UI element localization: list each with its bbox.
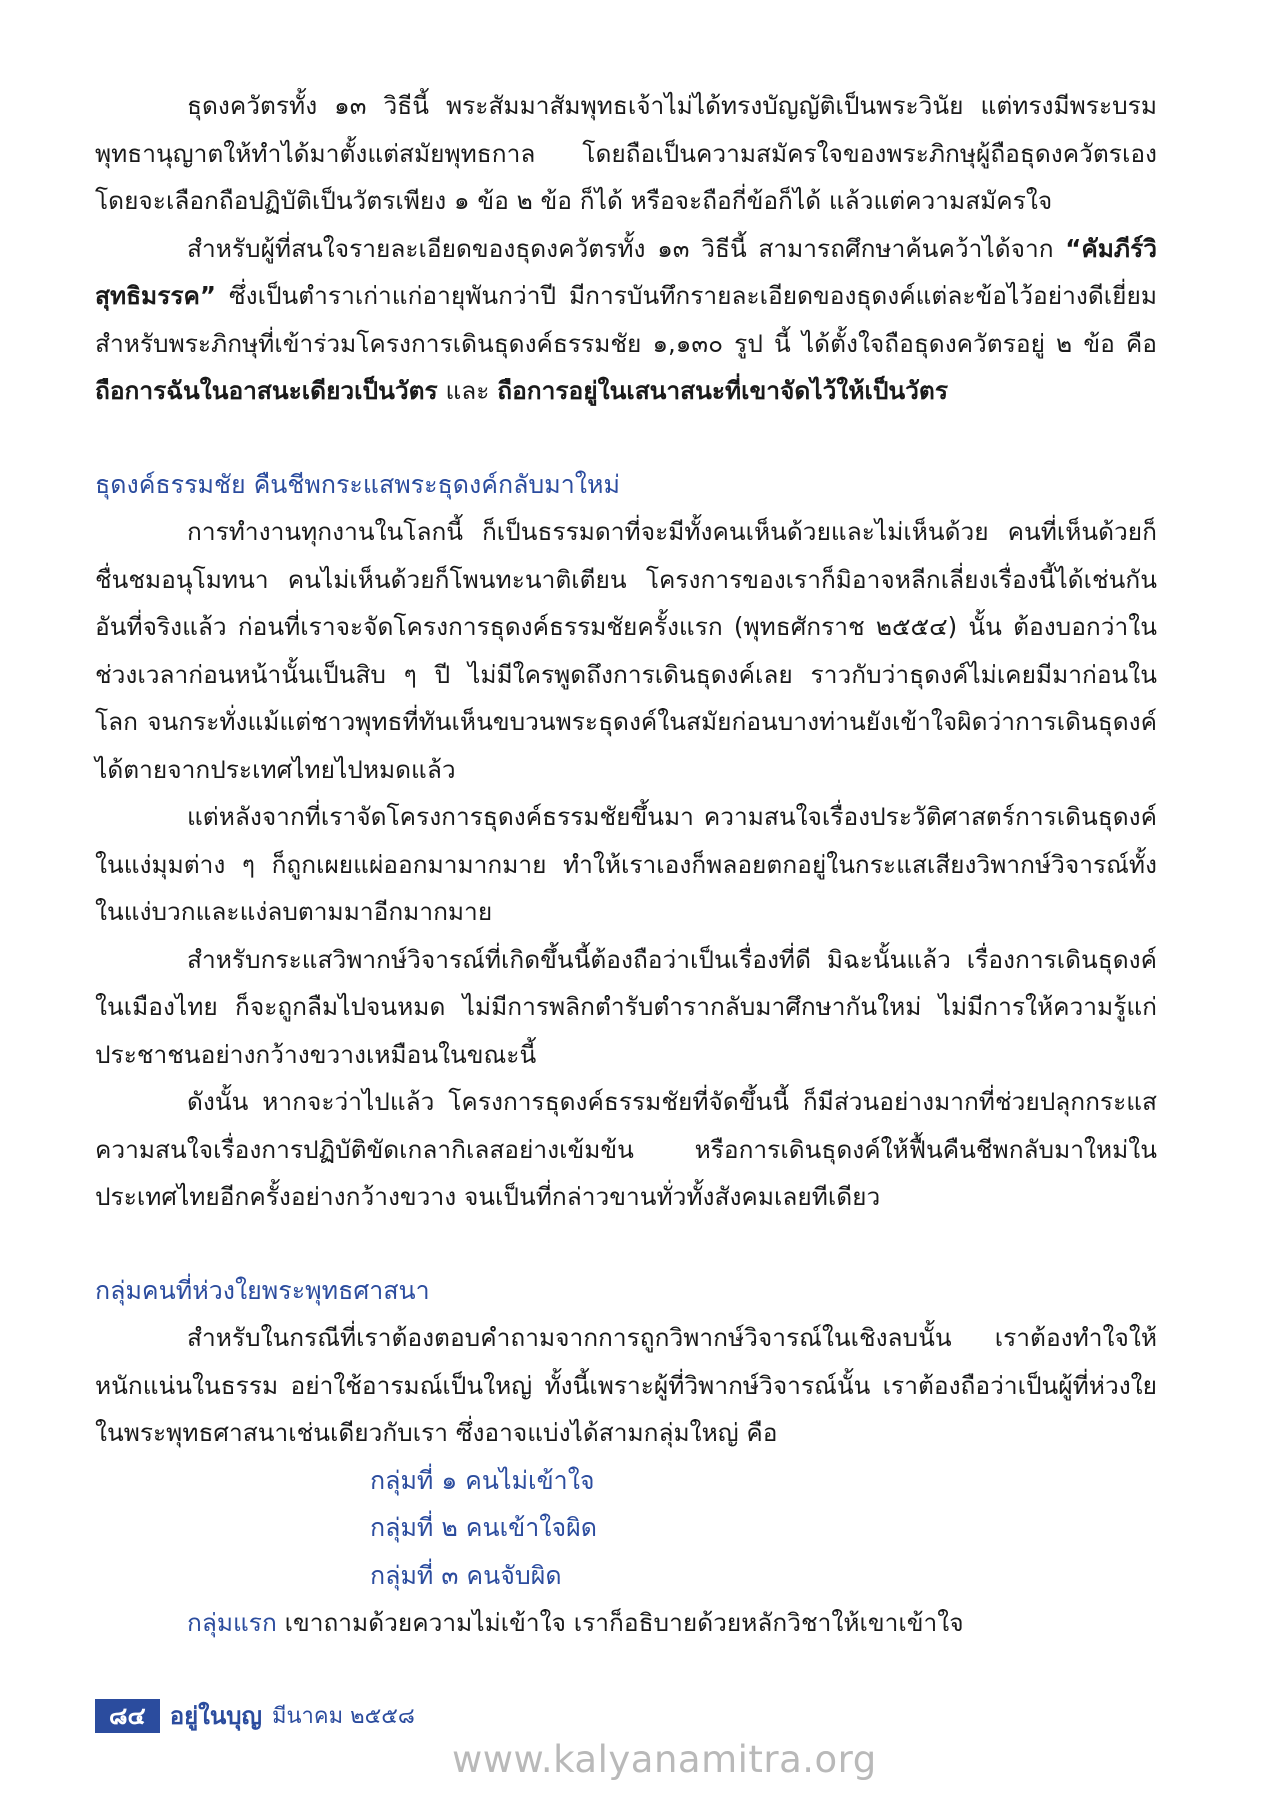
group-item-1: กลุ่มที่ ๑ คนไม่เข้าใจ bbox=[370, 1465, 595, 1495]
group-item-2: กลุ่มที่ ๒ คนเข้าใจผิด bbox=[370, 1513, 598, 1542]
issue-date: มีนาคม ๒๕๕๘ bbox=[271, 1704, 415, 1729]
paragraph-4: แต่หลังจากที่เราจัดโครงการธุดงค์ธรรมชัยขึ้นมา ความสนใจเรื่องประวัติศาสตร์การเดินธุดงค์ในแง่มุมต่าง ๆ ก็ถูกเผยแผ่ออกมามากมาย ทำให้เราเองก็พลอยตกอยู่ในกระแสเสียงวิพากษ์วิจารณ์ทั้งในแง่บวกและแง่ลบตามมาอีกมากมาย bbox=[95, 802, 1157, 926]
practice-1: ถือการฉันในอาสนะเดียวเป็นวัตร bbox=[95, 376, 438, 405]
paragraph-5: สำหรับกระแสวิพากษ์วิจารณ์ที่เกิดขึ้นนี้ต้องถือว่าเป็นเรื่องที่ดี มิฉะนั้นแล้ว เรื่องการเดินธุดงค์ในเมืองไทย ก็จะถูกลืมไปจนหมด ไม่มีการพลิกตำรับตำรากลับมาศึกษากันใหม่ ไม่มีการให้ความรู้แก่ประชาชนอย่างกว้างขวางเหมือนในขณะนี้ bbox=[95, 944, 1157, 1069]
paragraph-3: การทำงานทุกงานในโลกนี้ ก็เป็นธรรมดาที่จะมีทั้งคนเห็นด้วยและไม่เห็นด้วย คนที่เห็นด้วยก็ชื่นชมอนุโมทนา คนไม่เห็นด้วยก็โพนทะนาติเตียน โครงการของเราก็มิอาจหลีกเลี่ยงเรื่องนี้ได้เช่นกัน อันที่จริงแล้ว ก่อนที่เราจะจัดโครงการธุดงค์ธรรมชัยครั้งแรก (พุทธศักราช ๒๕๕๔) นั้น ต้องบอกว่าในช่วงเวลาก่อนหน้านั้นเป็นสิบ ๆ ปี ไม่มีใครพูดถึงการเดินธุดงค์เลย ราวกับว่าธุดงค์ไม่เคยมีมาก่อนในโลก จนกระทั่งแม้แต่ชาวพุทธที่ทันเห็นขบวนพระธุดงค์ในสมัยก่อนบางท่านยังเข้าใจผิดว่าการเดินธุดงค์ได้ตายจากประเทศไทยไปหมดแล้ว bbox=[95, 517, 1157, 784]
paragraph-1: ธุดงควัตรทั้ง ๑๓ วิธีนี้ พระสัมมาสัมพุทธเจ้าไม่ได้ทรงบัญญัติเป็นพระวินัย แต่ทรงมีพระบรมพุทธานุญาตให้ทำได้มาตั้งแต่สมัยพุทธกาล โดยถือเป็นความสมัครใจของพระภิกษุผู้ถือธุดงควัตรเอง โดยจะเลือกถือปฏิบัติเป็นวัตรเพียง ๑ ข้อ ๒ ข้อ ก็ได้ หรือจะถือกี่ข้อก็ได้ แล้วแต่ความสมัครใจ bbox=[95, 91, 1157, 215]
practice-2: ถือการอยู่ในเสนาสนะที่เขาจัดไว้ให้เป็นวัตร bbox=[497, 376, 948, 405]
section-gap bbox=[95, 1221, 1157, 1267]
paragraph-2 bbox=[95, 225, 1157, 415]
paragraph-2-intro: สำหรับผู้ที่สนใจรายละเอียดของธุดงควัตรทั้ง ๑๓ วิธีนี้ สามารถศึกษาค้นคว้าได้จาก bbox=[187, 233, 1066, 263]
section-heading-1: ธุดงค์ธรรมชัย คืนชีพกระแสพระธุดงค์กลับมาใหม่ bbox=[95, 469, 620, 499]
first-group-text: เขาถามด้วยความไม่เข้าใจ เราก็อธิบายด้วยหลักวิชาให้เขาเข้าใจ bbox=[276, 1608, 964, 1637]
paragraph-2-and: และ bbox=[437, 376, 498, 405]
paragraph-2-middle: ซึ่งเป็นตำราเก่าแก่อายุพันกว่าปี มีการบันทึกรายละเอียดของธุดงค์แต่ละข้อไว้อย่างดีเยี่ยม สำหรับพระภิกษุที่เข้าร่วมโครงการเดินธุดงค์ธรรมชัย ๑,๑๓๐ รูป นี้ ได้ตั้งใจถือธุดงควัตรอยู่ ๒ ข้อ คือ bbox=[95, 281, 1157, 358]
section-heading-2: กลุ่มคนที่ห่วงใยพระพุทธศาสนา bbox=[95, 1275, 430, 1305]
first-group-paragraph bbox=[95, 1599, 1157, 1647]
paragraph-6: ดังนั้น หากจะว่าไปแล้ว โครงการธุดงค์ธรรมชัยที่จัดขึ้นนี้ ก็มีส่วนอย่างมากที่ช่วยปลุกกระแสความสนใจเรื่องการปฏิบัติขัดเกลากิเลสอย่างเข้มข้น หรือการเดินธุดงค์ให้ฟื้นคืนชีพกลับมาใหม่ในประเทศไทยอีกครั้งอย่างกว้างขวาง จนเป็นที่กล่าวขานทั่วทั้งสังคมเลยทีเดียว bbox=[95, 1087, 1157, 1211]
group-list bbox=[95, 1457, 1157, 1600]
first-group-label: กลุ่มแรก bbox=[187, 1608, 277, 1637]
page-number: ๘๔ bbox=[95, 1699, 160, 1733]
paragraph-7: สำหรับในกรณีที่เราต้องตอบคำถามจากการถูกวิพากษ์วิจารณ์ในเชิงลบนั้น เราต้องทำใจให้หนักแน่นในธรรม อย่าใช้อารมณ์เป็นใหญ่ ทั้งนี้เพราะผู้ที่วิพากษ์วิจารณ์นั้น เราต้องถือว่าเป็นผู้ที่ห่วงใยในพระพุทธศาสนาเช่นเดียวกับเรา ซึ่งอาจแบ่งได้สามกลุ่มใหญ่ คือ bbox=[95, 1323, 1157, 1447]
page-footer bbox=[95, 1696, 415, 1735]
section-gap bbox=[95, 415, 1157, 461]
watermark: www.kalyanamitra.org bbox=[452, 1738, 877, 1781]
group-item-3: กลุ่มที่ ๓ คนจับผิด bbox=[370, 1560, 562, 1590]
article-body bbox=[95, 82, 1157, 1647]
scripture-title: “คัมภีร์วิสุทธิมรรค” bbox=[95, 233, 1157, 310]
magazine-title: อยู่ในบุญ bbox=[169, 1702, 262, 1730]
